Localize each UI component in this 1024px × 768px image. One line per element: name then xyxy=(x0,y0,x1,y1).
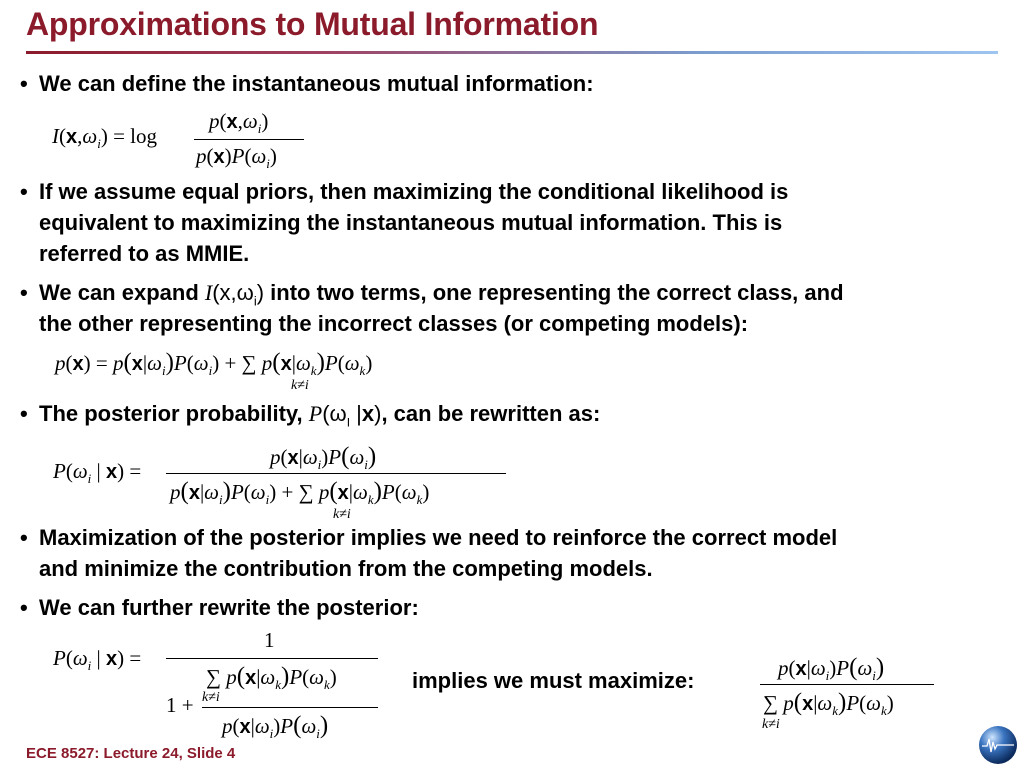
bullet-dot-icon: • xyxy=(20,179,28,204)
bullet-5-line-2: and minimize the contribution from the competing models. xyxy=(39,556,653,581)
bullet-4-text: The posterior probability, $P(\omega_I$ |x), can be rewritten as: xyxy=(39,401,601,430)
bullet-6-text: We can further rewrite the posterior: xyxy=(39,595,419,620)
bullet-dot-icon: • xyxy=(20,280,28,305)
bullet-dot-icon: • xyxy=(20,525,28,550)
bullet-3-line-1: We can expand $I(x,\omega_i)$ into two terms, one representing the correct class, and xyxy=(39,280,844,309)
bullet-dot-icon: • xyxy=(20,401,28,426)
bullet-5-line-1: Maximization of the posterior implies we need to reinforce the correct model xyxy=(39,525,838,550)
bullet-1-text: We can define the instantaneous mutual information: xyxy=(39,71,594,96)
bullet-2-line-3: referred to as MMIE. xyxy=(39,241,250,266)
title-underline xyxy=(26,51,998,54)
slide-title: Approximations to Mutual Information xyxy=(26,6,599,42)
slide-footer: ECE 8527: Lecture 24, Slide 4 xyxy=(26,745,236,762)
bullet-dot-icon: • xyxy=(20,71,28,96)
bullet-2-line-2: equivalent to maximizing the instantaneous mutual information. This is xyxy=(39,210,783,235)
implies-label: implies we must maximize: xyxy=(412,668,695,693)
bullet-2-line-1: If we assume equal priors, then maximizing the conditional likelihood is xyxy=(39,179,789,204)
bullet-3-line-2: the other representing the incorrect classes (or competing models): xyxy=(39,311,749,336)
globe-logo-icon xyxy=(978,725,1018,765)
bullet-dot-icon: • xyxy=(20,595,28,620)
